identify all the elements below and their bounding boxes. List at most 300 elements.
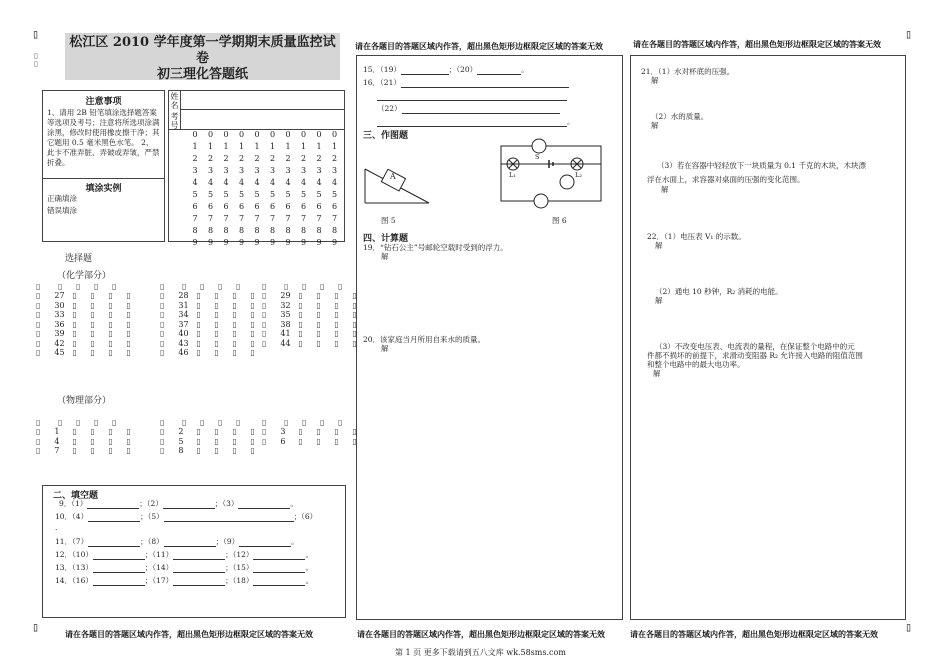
- choice-row[interactable]: [262, 329, 370, 338]
- choice-bubble[interactable]: ▯: [108, 427, 113, 436]
- choice-bubble[interactable]: ▯: [126, 446, 131, 455]
- choice-row[interactable]: [262, 301, 370, 310]
- choice-bubble[interactable]: ▯: [232, 310, 237, 319]
- digit-bubble[interactable]: 6: [285, 202, 291, 211]
- digit-bubble[interactable]: 1: [192, 142, 198, 151]
- choice-bubble[interactable]: ▯: [160, 427, 165, 436]
- digit-bubble[interactable]: 5: [207, 190, 214, 199]
- digit-bubble[interactable]: 9: [254, 238, 260, 247]
- choice-bubble[interactable]: ▯: [214, 436, 219, 446]
- digit-bubble[interactable]: 2: [223, 154, 229, 163]
- choice-bubble[interactable]: ▯: [72, 348, 77, 357]
- choice-row[interactable]: [160, 310, 268, 319]
- digit-bubble[interactable]: 0: [285, 130, 291, 139]
- choice-bubble[interactable]: ▯: [36, 446, 41, 455]
- digit-column[interactable]: [313, 129, 325, 249]
- digit-bubble[interactable]: 4: [192, 178, 198, 187]
- choice-bubble[interactable]: ▯: [232, 436, 237, 446]
- digit-bubble[interactable]: 6: [316, 202, 322, 211]
- choice-bubble[interactable]: ▯: [126, 348, 131, 357]
- digit-bubble-grid[interactable]: [189, 129, 344, 247]
- choice-bubble[interactable]: ▯: [126, 427, 131, 436]
- choice-bubble[interactable]: ▯: [352, 427, 357, 436]
- choice-bubble[interactable]: ▯: [36, 329, 41, 338]
- digit-bubble[interactable]: 5: [223, 190, 229, 199]
- q16b-blank-1[interactable]: [402, 105, 560, 114]
- digit-bubble[interactable]: 1: [223, 142, 229, 151]
- digit-column[interactable]: [205, 129, 217, 249]
- digit-bubble[interactable]: 9: [300, 238, 307, 247]
- digit-bubble[interactable]: 2: [269, 154, 276, 163]
- digit-bubble[interactable]: 2: [192, 154, 198, 163]
- choice-bubble[interactable]: ▯: [236, 282, 241, 291]
- choice-bubble[interactable]: ▯: [218, 282, 223, 291]
- choice-row[interactable]: [36, 320, 144, 329]
- q12-blank-2[interactable]: [173, 551, 225, 560]
- digit-column[interactable]: [329, 129, 341, 249]
- digit-bubble[interactable]: 9: [331, 238, 338, 247]
- choice-bubble[interactable]: ▯: [316, 436, 321, 446]
- digit-bubble[interactable]: 7: [254, 214, 260, 223]
- choice-row[interactable]: [36, 301, 144, 310]
- choice-bubble[interactable]: ▯: [316, 338, 321, 348]
- choice-bubble[interactable]: ▯: [196, 436, 201, 446]
- digit-column[interactable]: [189, 129, 201, 249]
- digit-bubble[interactable]: 4: [316, 178, 322, 187]
- choice-bubble[interactable]: ▯: [214, 338, 219, 348]
- digit-bubble[interactable]: 5: [269, 190, 276, 199]
- digit-bubble[interactable]: 5: [238, 190, 245, 199]
- choice-bubble[interactable]: ▯: [316, 427, 321, 436]
- choice-bubble[interactable]: ▯: [72, 300, 77, 310]
- choice-bubble[interactable]: ▯: [90, 427, 95, 436]
- choice-bubble[interactable]: ▯: [316, 300, 321, 310]
- choice-bubble[interactable]: ▯: [298, 329, 303, 338]
- choice-bubble[interactable]: ▯: [262, 418, 267, 427]
- choice-bubble[interactable]: ▯: [250, 291, 255, 300]
- digit-bubble[interactable]: 9: [238, 238, 245, 247]
- q14-blank-1[interactable]: [93, 577, 145, 586]
- digit-bubble[interactable]: 3: [254, 166, 260, 175]
- choice-bubble[interactable]: ▯: [182, 282, 187, 291]
- choice-bubble[interactable]: ▯: [316, 329, 321, 338]
- choice-bubble[interactable]: ▯: [36, 300, 41, 310]
- choice-row[interactable]: [36, 437, 144, 446]
- digit-bubble[interactable]: 0: [207, 130, 214, 139]
- choice-bubble[interactable]: ▯: [90, 300, 95, 310]
- digit-bubble[interactable]: 2: [207, 154, 214, 163]
- choice-bubble[interactable]: ▯: [90, 446, 95, 455]
- digit-bubble[interactable]: 8: [269, 226, 276, 235]
- digit-bubble[interactable]: 7: [285, 214, 291, 223]
- choice-bubble[interactable]: ▯: [262, 338, 267, 348]
- choice-bubble[interactable]: ▯: [196, 310, 201, 319]
- choice-row[interactable]: [262, 291, 370, 300]
- digit-bubble[interactable]: 7: [207, 214, 214, 223]
- digit-bubble[interactable]: 4: [207, 178, 214, 187]
- choice-bubble[interactable]: ▯: [232, 319, 237, 329]
- digit-bubble[interactable]: 3: [207, 166, 214, 175]
- digit-column[interactable]: [220, 129, 232, 249]
- q9-blank-1[interactable]: [87, 500, 139, 509]
- digit-bubble[interactable]: 0: [300, 130, 307, 139]
- choice-bubble[interactable]: ▯: [298, 436, 303, 446]
- q9-blank-3[interactable]: [238, 500, 290, 509]
- chem-choice-block[interactable]: [36, 282, 357, 357]
- choice-bubble[interactable]: ▯: [160, 300, 165, 310]
- choice-bubble[interactable]: ▯: [338, 282, 343, 291]
- digit-bubble[interactable]: 5: [331, 190, 338, 199]
- choice-bubble[interactable]: ▯: [126, 338, 131, 348]
- choice-bubble[interactable]: ▯: [72, 329, 77, 338]
- choice-row[interactable]: [160, 446, 268, 455]
- choice-bubble[interactable]: ▯: [72, 446, 77, 455]
- choice-bubble[interactable]: ▯: [298, 291, 303, 300]
- digit-bubble[interactable]: 6: [192, 202, 198, 211]
- choice-row[interactable]: [160, 301, 268, 310]
- choice-row[interactable]: [160, 339, 268, 348]
- choice-bubble[interactable]: ▯: [108, 348, 113, 357]
- choice-bubble[interactable]: ▯: [284, 282, 289, 291]
- digit-column[interactable]: [282, 129, 294, 249]
- choice-row[interactable]: [160, 348, 268, 357]
- phys-choice-block[interactable]: [36, 418, 357, 458]
- digit-bubble[interactable]: 0: [238, 130, 245, 139]
- choice-bubble[interactable]: ▯: [232, 338, 237, 348]
- choice-bubble[interactable]: ▯: [160, 338, 165, 348]
- digit-bubble[interactable]: 3: [316, 166, 322, 175]
- choice-bubble[interactable]: ▯: [160, 348, 165, 357]
- digit-bubble[interactable]: 7: [331, 214, 338, 223]
- choice-bubble[interactable]: ▯: [160, 329, 165, 338]
- choice-bubble[interactable]: ▯: [250, 446, 255, 455]
- digit-bubble[interactable]: 5: [285, 190, 291, 199]
- digit-bubble[interactable]: 4: [269, 178, 276, 187]
- choice-bubble[interactable]: ▯: [302, 418, 307, 427]
- choice-bubble[interactable]: ▯: [302, 282, 307, 291]
- choice-bubble[interactable]: ▯: [160, 319, 165, 329]
- choice-bubble[interactable]: ▯: [214, 319, 219, 329]
- choice-bubble[interactable]: ▯: [262, 282, 267, 291]
- choice-bubble[interactable]: ▯: [90, 338, 95, 348]
- digit-bubble[interactable]: 0: [316, 130, 322, 139]
- choice-bubble[interactable]: ▯: [90, 329, 95, 338]
- digit-bubble[interactable]: 9: [207, 238, 214, 247]
- digit-bubble[interactable]: 9: [269, 238, 276, 247]
- digit-bubble[interactable]: 7: [300, 214, 307, 223]
- digit-bubble[interactable]: 3: [331, 166, 338, 175]
- digit-bubble[interactable]: 6: [238, 202, 245, 211]
- digit-bubble[interactable]: 1: [331, 142, 338, 151]
- choice-row[interactable]: [36, 310, 144, 319]
- choice-bubble[interactable]: ▯: [316, 291, 321, 300]
- choice-bubble[interactable]: ▯: [200, 282, 205, 291]
- q11-blank-2[interactable]: [164, 538, 216, 547]
- choice-bubble[interactable]: ▯: [112, 282, 117, 291]
- choice-bubble[interactable]: ▯: [108, 329, 113, 338]
- choice-bubble[interactable]: ▯: [352, 300, 357, 310]
- digit-bubble[interactable]: 0: [269, 130, 276, 139]
- choice-bubble[interactable]: ▯: [196, 338, 201, 348]
- choice-bubble[interactable]: ▯: [316, 310, 321, 319]
- choice-bubble[interactable]: ▯: [250, 338, 255, 348]
- digit-bubble[interactable]: 6: [269, 202, 276, 211]
- digit-bubble[interactable]: 4: [300, 178, 307, 187]
- digit-bubble[interactable]: 3: [223, 166, 229, 175]
- q10-blank-2[interactable]: [164, 513, 294, 522]
- q14-blank-2[interactable]: [173, 577, 225, 586]
- digit-bubble[interactable]: 6: [254, 202, 260, 211]
- digit-bubble[interactable]: 9: [316, 238, 322, 247]
- choice-bubble[interactable]: ▯: [352, 436, 357, 446]
- choice-bubble[interactable]: ▯: [108, 300, 113, 310]
- choice-bubble[interactable]: ▯: [316, 319, 321, 329]
- choice-bubble[interactable]: ▯: [298, 300, 303, 310]
- choice-bubble[interactable]: ▯: [250, 436, 255, 446]
- choice-row[interactable]: [160, 427, 268, 436]
- choice-bubble[interactable]: ▯: [94, 418, 99, 427]
- choice-row[interactable]: [160, 291, 268, 300]
- choice-bubble[interactable]: ▯: [214, 291, 219, 300]
- digit-bubble[interactable]: 5: [316, 190, 322, 199]
- digit-bubble[interactable]: 4: [238, 178, 245, 187]
- q15-blank-2[interactable]: [477, 66, 521, 75]
- choice-row[interactable]: [36, 329, 144, 338]
- choice-bubble[interactable]: ▯: [232, 329, 237, 338]
- choice-row[interactable]: [160, 329, 268, 338]
- choice-bubble[interactable]: ▯: [196, 446, 201, 455]
- choice-bubble[interactable]: ▯: [334, 300, 339, 310]
- q14-blank-3[interactable]: [253, 577, 305, 586]
- digit-bubble[interactable]: 3: [285, 166, 291, 175]
- choice-bubble[interactable]: ▯: [126, 329, 131, 338]
- q11-blank-1[interactable]: [88, 538, 140, 547]
- choice-bubble[interactable]: ▯: [352, 329, 357, 338]
- digit-bubble[interactable]: 0: [254, 130, 260, 139]
- digit-bubble[interactable]: 2: [238, 154, 245, 163]
- choice-bubble[interactable]: ▯: [126, 436, 131, 446]
- digit-bubble[interactable]: 6: [223, 202, 229, 211]
- digit-bubble[interactable]: 7: [269, 214, 276, 223]
- choice-bubble[interactable]: ▯: [72, 427, 77, 436]
- choice-bubble[interactable]: ▯: [352, 319, 357, 329]
- digit-column[interactable]: [267, 129, 279, 249]
- choice-bubble[interactable]: ▯: [334, 319, 339, 329]
- digit-bubble[interactable]: 2: [300, 154, 307, 163]
- choice-bubble[interactable]: ▯: [262, 319, 267, 329]
- digit-column[interactable]: [236, 129, 248, 249]
- digit-column[interactable]: [298, 129, 310, 249]
- choice-row[interactable]: [262, 427, 370, 436]
- choice-bubble[interactable]: ▯: [72, 319, 77, 329]
- digit-bubble[interactable]: 1: [207, 142, 214, 151]
- choice-bubble[interactable]: ▯: [36, 427, 41, 436]
- choice-bubble[interactable]: ▯: [236, 418, 241, 427]
- digit-bubble[interactable]: 8: [285, 226, 291, 235]
- digit-bubble[interactable]: 4: [331, 178, 338, 187]
- choice-bubble[interactable]: ▯: [108, 436, 113, 446]
- choice-bubble[interactable]: ▯: [108, 310, 113, 319]
- digit-bubble[interactable]: 3: [300, 166, 307, 175]
- choice-row[interactable]: [36, 291, 144, 300]
- digit-bubble[interactable]: 8: [316, 226, 322, 235]
- choice-bubble[interactable]: ▯: [36, 418, 41, 427]
- choice-bubble[interactable]: ▯: [352, 338, 357, 348]
- choice-row[interactable]: [262, 320, 370, 329]
- digit-bubble[interactable]: 1: [300, 142, 307, 151]
- digit-bubble[interactable]: 8: [223, 226, 229, 235]
- digit-bubble[interactable]: 3: [269, 166, 276, 175]
- digit-bubble[interactable]: 2: [331, 154, 338, 163]
- choice-bubble[interactable]: ▯: [72, 436, 77, 446]
- q13-blank-3[interactable]: [253, 564, 305, 573]
- digit-bubble[interactable]: 3: [192, 166, 198, 175]
- choice-row[interactable]: [262, 437, 370, 446]
- choice-bubble[interactable]: ▯: [36, 348, 41, 357]
- choice-bubble[interactable]: ▯: [160, 446, 165, 455]
- digit-bubble[interactable]: 8: [331, 226, 338, 235]
- choice-row[interactable]: [160, 320, 268, 329]
- choice-bubble[interactable]: ▯: [196, 319, 201, 329]
- choice-bubble[interactable]: ▯: [214, 300, 219, 310]
- choice-bubble[interactable]: ▯: [214, 427, 219, 436]
- choice-bubble[interactable]: ▯: [262, 310, 267, 319]
- digit-bubble[interactable]: 5: [192, 190, 198, 199]
- digit-bubble[interactable]: 6: [300, 202, 307, 211]
- digit-bubble[interactable]: 2: [254, 154, 260, 163]
- choice-bubble[interactable]: ▯: [182, 418, 187, 427]
- choice-bubble[interactable]: ▯: [334, 291, 339, 300]
- choice-bubble[interactable]: ▯: [232, 291, 237, 300]
- choice-bubble[interactable]: ▯: [262, 291, 267, 300]
- digit-column[interactable]: [251, 129, 263, 249]
- choice-bubble[interactable]: ▯: [36, 310, 41, 319]
- choice-bubble[interactable]: ▯: [160, 282, 165, 291]
- choice-bubble[interactable]: ▯: [214, 310, 219, 319]
- digit-bubble[interactable]: 1: [285, 142, 291, 151]
- choice-bubble[interactable]: ▯: [90, 319, 95, 329]
- choice-bubble[interactable]: ▯: [108, 291, 113, 300]
- digit-bubble[interactable]: 8: [207, 226, 214, 235]
- choice-bubble[interactable]: ▯: [214, 329, 219, 338]
- digit-bubble[interactable]: 7: [192, 214, 198, 223]
- digit-bubble[interactable]: 1: [269, 142, 276, 151]
- digit-bubble[interactable]: 5: [254, 190, 260, 199]
- choice-bubble[interactable]: ▯: [72, 338, 77, 348]
- choice-bubble[interactable]: ▯: [90, 310, 95, 319]
- digit-bubble[interactable]: 1: [238, 142, 245, 151]
- choice-bubble[interactable]: ▯: [250, 319, 255, 329]
- q11-blank-3[interactable]: [239, 538, 291, 547]
- choice-bubble[interactable]: ▯: [196, 291, 201, 300]
- choice-bubble[interactable]: ▯: [196, 348, 201, 357]
- q16-blank-1[interactable]: [401, 79, 569, 88]
- choice-bubble[interactable]: ▯: [250, 300, 255, 310]
- choice-bubble[interactable]: ▯: [36, 319, 41, 329]
- choice-bubble[interactable]: ▯: [218, 418, 223, 427]
- choice-bubble[interactable]: ▯: [334, 329, 339, 338]
- choice-bubble[interactable]: ▯: [334, 310, 339, 319]
- choice-bubble[interactable]: ▯: [90, 436, 95, 446]
- digit-bubble[interactable]: 8: [192, 226, 198, 235]
- choice-bubble[interactable]: ▯: [232, 446, 237, 455]
- choice-bubble[interactable]: ▯: [262, 436, 267, 446]
- choice-bubble[interactable]: ▯: [36, 291, 41, 300]
- choice-bubble[interactable]: ▯: [126, 319, 131, 329]
- q16-blank-2[interactable]: [377, 92, 567, 101]
- digit-bubble[interactable]: 6: [331, 202, 338, 211]
- digit-bubble[interactable]: 9: [223, 238, 229, 247]
- choice-bubble[interactable]: ▯: [160, 436, 165, 446]
- choice-bubble[interactable]: ▯: [94, 282, 99, 291]
- digit-bubble[interactable]: 4: [254, 178, 260, 187]
- choice-bubble[interactable]: ▯: [58, 282, 63, 291]
- q12-blank-3[interactable]: [253, 551, 305, 560]
- choice-bubble[interactable]: ▯: [126, 291, 131, 300]
- digit-bubble[interactable]: 4: [223, 178, 229, 187]
- choice-bubble[interactable]: ▯: [334, 338, 339, 348]
- choice-bubble[interactable]: ▯: [338, 418, 343, 427]
- q9-blank-2[interactable]: [163, 500, 215, 509]
- digit-bubble[interactable]: 8: [300, 226, 307, 235]
- choice-bubble[interactable]: ▯: [196, 427, 201, 436]
- choice-bubble[interactable]: ▯: [36, 282, 41, 291]
- choice-bubble[interactable]: ▯: [320, 282, 325, 291]
- choice-row[interactable]: [262, 310, 370, 319]
- digit-bubble[interactable]: 8: [238, 226, 245, 235]
- q10-blank-1[interactable]: [88, 513, 140, 522]
- choice-row[interactable]: [36, 348, 144, 357]
- digit-bubble[interactable]: 4: [285, 178, 291, 187]
- choice-bubble[interactable]: ▯: [320, 418, 325, 427]
- digit-bubble[interactable]: 0: [331, 130, 338, 139]
- digit-bubble[interactable]: 7: [223, 214, 229, 223]
- choice-bubble[interactable]: ▯: [72, 291, 77, 300]
- choice-bubble[interactable]: ▯: [334, 427, 339, 436]
- choice-bubble[interactable]: ▯: [262, 427, 267, 436]
- choice-bubble[interactable]: ▯: [36, 338, 41, 348]
- choice-bubble[interactable]: ▯: [250, 427, 255, 436]
- choice-bubble[interactable]: ▯: [232, 348, 237, 357]
- q12-blank-1[interactable]: [93, 551, 145, 560]
- choice-bubble[interactable]: ▯: [90, 348, 95, 357]
- q16b-blank-2[interactable]: [377, 118, 567, 127]
- choice-row[interactable]: [160, 437, 268, 446]
- digit-bubble[interactable]: 2: [285, 154, 291, 163]
- choice-bubble[interactable]: ▯: [352, 310, 357, 319]
- choice-bubble[interactable]: ▯: [108, 446, 113, 455]
- digit-bubble[interactable]: 2: [316, 154, 322, 163]
- choice-bubble[interactable]: ▯: [196, 300, 201, 310]
- choice-bubble[interactable]: ▯: [58, 418, 63, 427]
- digit-bubble[interactable]: 5: [300, 190, 307, 199]
- figure-5-incline[interactable]: [363, 161, 433, 206]
- choice-row[interactable]: [262, 339, 370, 348]
- choice-bubble[interactable]: ▯: [76, 282, 81, 291]
- choice-bubble[interactable]: ▯: [214, 348, 219, 357]
- choice-bubble[interactable]: ▯: [298, 427, 303, 436]
- choice-bubble[interactable]: ▯: [160, 291, 165, 300]
- digit-bubble[interactable]: 3: [238, 166, 245, 175]
- choice-bubble[interactable]: ▯: [126, 310, 131, 319]
- digit-bubble[interactable]: 7: [238, 214, 245, 223]
- choice-bubble[interactable]: ▯: [232, 300, 237, 310]
- choice-bubble[interactable]: ▯: [352, 291, 357, 300]
- digit-bubble[interactable]: 0: [192, 130, 198, 139]
- choice-bubble[interactable]: ▯: [108, 338, 113, 348]
- choice-bubble[interactable]: ▯: [250, 329, 255, 338]
- choice-bubble[interactable]: ▯: [214, 446, 219, 455]
